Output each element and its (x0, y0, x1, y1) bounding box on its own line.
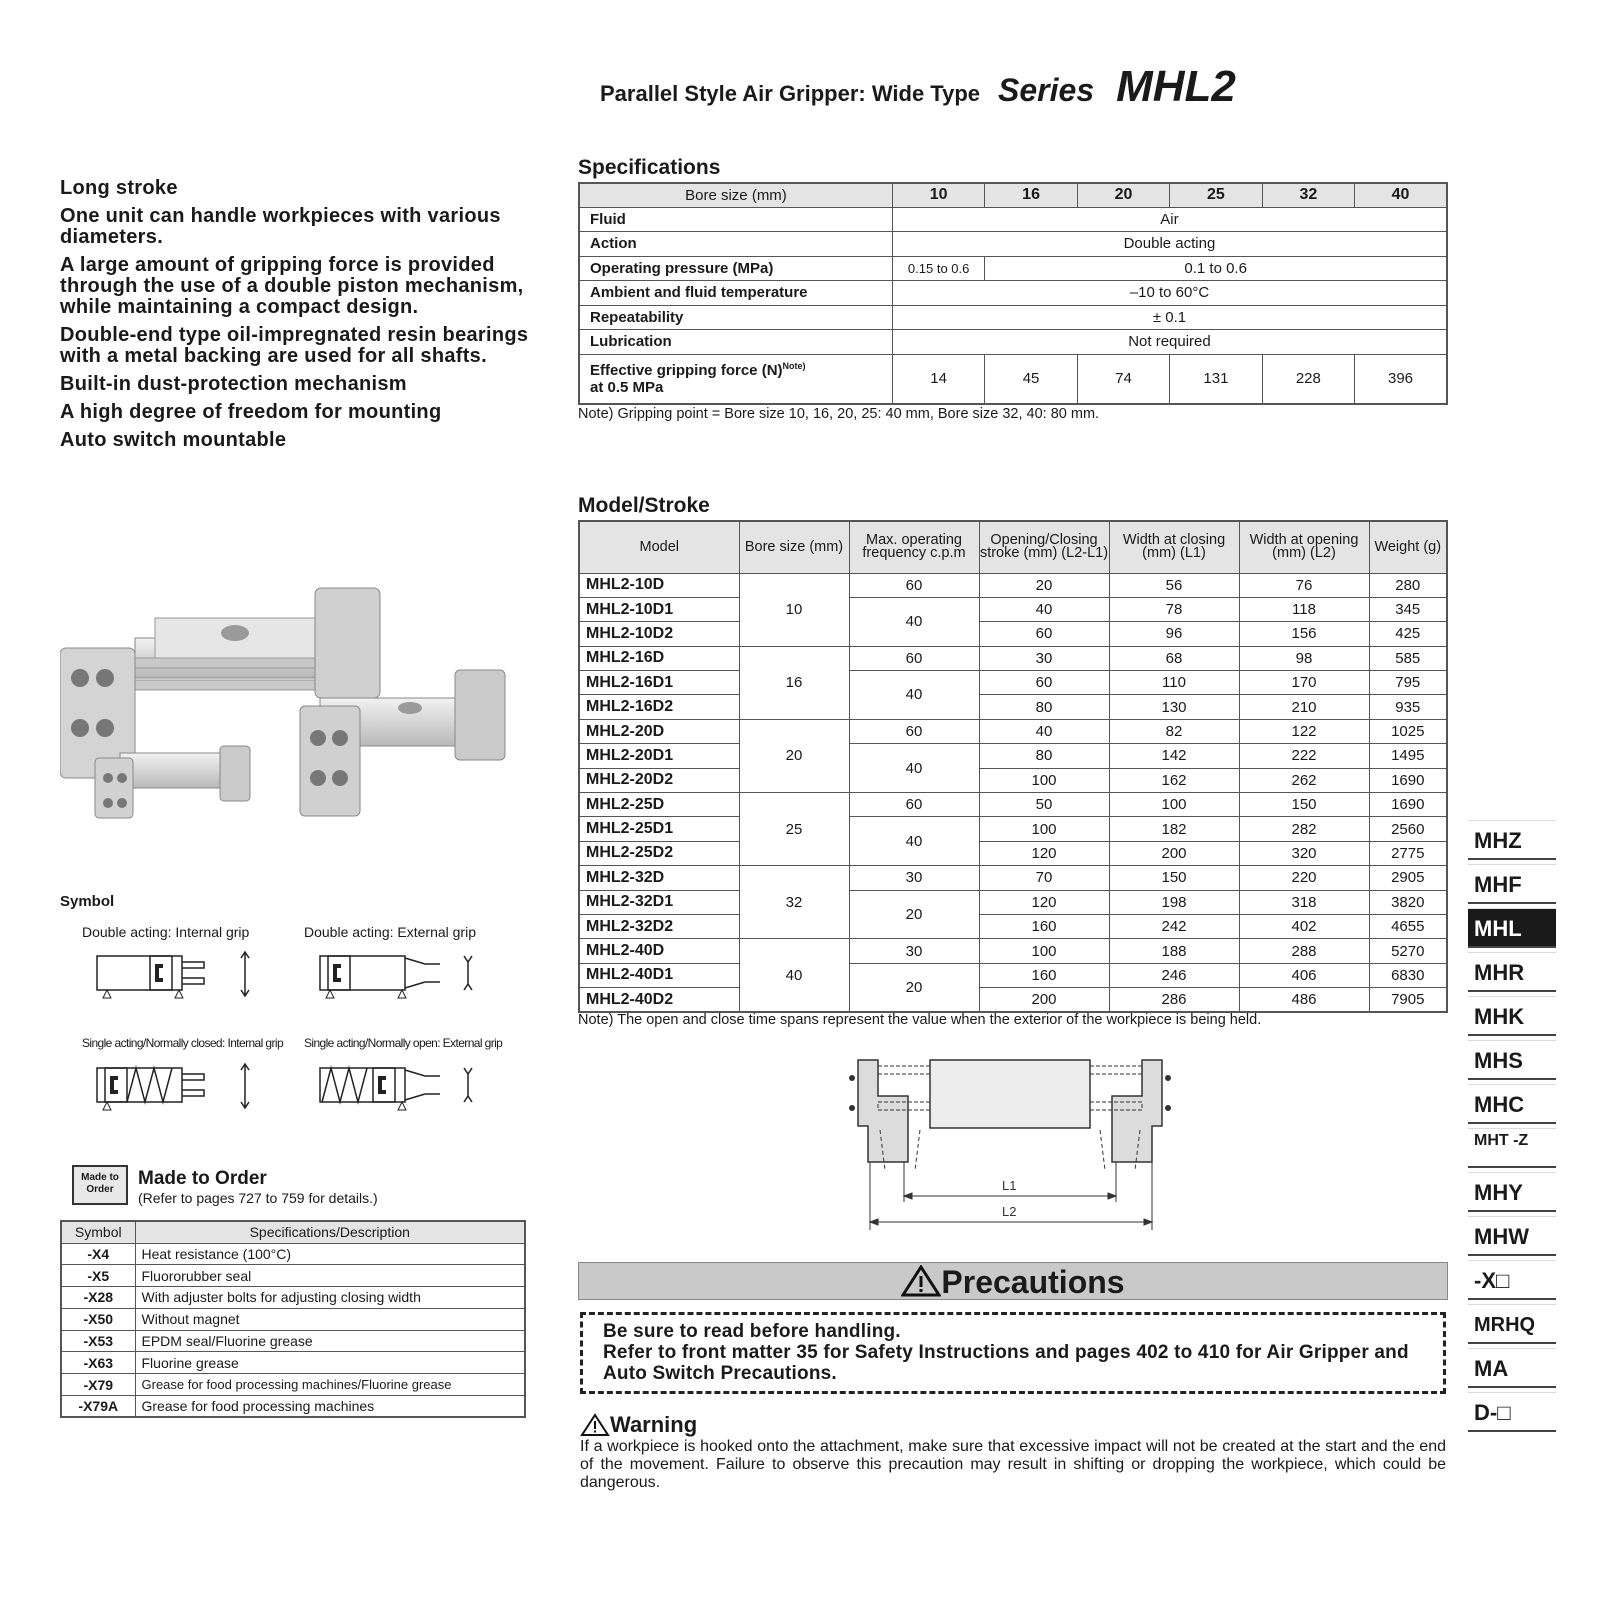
side-tab-mht-z[interactable]: MHT -Z (1468, 1128, 1556, 1168)
table-cell: 60 (849, 646, 979, 670)
table-cell: 60 (849, 719, 979, 743)
table-row: Effective gripping force $(N)^{Note)}$ at 0.5 MPa 14 45 74 131 228 396 (579, 354, 1447, 404)
table-row: -X79 Grease for food processing machines/Fluorine grease (61, 1374, 525, 1396)
table-cell: 20 (849, 963, 979, 1012)
table-cell: 280 (1369, 573, 1447, 597)
table-cell: 98 (1239, 646, 1369, 670)
table-cell: 100 (979, 939, 1109, 963)
table-cell: 80 (979, 695, 1109, 719)
table-row (579, 646, 1447, 670)
table-row (579, 622, 1447, 646)
table-row (579, 866, 1447, 890)
table-row (579, 817, 1447, 841)
table-cell: 60 (849, 573, 979, 597)
side-tab-x[interactable]: -X□ (1468, 1260, 1556, 1300)
column-header: Width at closing (mm) (L1) (1109, 521, 1239, 573)
table-cell: 82 (1109, 719, 1239, 743)
table-cell: 585 (1369, 646, 1447, 670)
table-cell: MHL2-20D2 (579, 768, 739, 792)
table-cell: 76 (1239, 573, 1369, 597)
table-cell: 142 (1109, 744, 1239, 768)
table-cell: 3820 (1369, 890, 1447, 914)
table-cell: MHL2-40D1 (579, 963, 739, 987)
table-row: Lubrication Not required (579, 330, 1447, 355)
table-row (579, 744, 1447, 768)
table-cell: 262 (1239, 768, 1369, 792)
table-cell: 7905 (1369, 988, 1447, 1012)
symbol-single-open (318, 1062, 488, 1112)
table-row (579, 914, 1447, 938)
table-cell: 20 (849, 890, 979, 939)
title-description: Parallel Style Air Gripper: Wide Type (600, 81, 981, 106)
table-cell: 96 (1109, 622, 1239, 646)
table-row: -X4 Heat resistance (100°C) (61, 1243, 525, 1265)
table-cell: 40 (849, 744, 979, 793)
table-cell: 120 (979, 841, 1109, 865)
column-header: Symbol (61, 1221, 135, 1243)
table-cell: MHL2-40D (579, 939, 739, 963)
table-cell: 198 (1109, 890, 1239, 914)
table-cell: 80 (979, 744, 1109, 768)
table-cell: 2775 (1369, 841, 1447, 865)
side-tab-mhr[interactable]: MHR (1468, 952, 1556, 992)
column-header: 10 (892, 183, 984, 207)
table-cell: 222 (1239, 744, 1369, 768)
made-to-order-table (60, 1220, 526, 1418)
column-header: Weight (g) (1369, 521, 1447, 573)
precautions-box (580, 1312, 1446, 1394)
table-cell: 78 (1109, 597, 1239, 621)
table-cell: 30 (849, 866, 979, 890)
table-cell: 32 (739, 866, 849, 939)
table-cell: 10 (739, 573, 849, 646)
table-cell: 4655 (1369, 914, 1447, 938)
table-cell: 935 (1369, 695, 1447, 719)
side-tab-mhz[interactable]: MHZ (1468, 820, 1556, 860)
symbol-caption: Single acting/Normally open: External grip (304, 1036, 503, 1050)
table-cell: 70 (979, 866, 1109, 890)
table-cell: 40 (849, 671, 979, 720)
table-cell: 40 (739, 939, 849, 1012)
column-header: 40 (1355, 183, 1447, 207)
column-header: 20 (1077, 183, 1169, 207)
side-tab-mrhq[interactable]: MRHQ (1468, 1304, 1556, 1344)
table-cell: 188 (1109, 939, 1239, 963)
made-to-order-icon: Made to Order (72, 1165, 128, 1205)
table-row: Operating pressure (MPa) 0.15 to 0.6 0.1 to 0.6 (579, 256, 1447, 281)
table-cell: 120 (979, 890, 1109, 914)
table-cell: 6830 (1369, 963, 1447, 987)
table-cell: 406 (1239, 963, 1369, 987)
made-to-order-title: Made to Order (138, 1168, 267, 1189)
table-cell: 150 (1239, 793, 1369, 817)
table-cell: MHL2-16D (579, 646, 739, 670)
table-row (579, 768, 1447, 792)
feature-item: Long stroke (60, 177, 178, 199)
column-header: Bore size (mm) (579, 183, 892, 207)
table-row (579, 573, 1447, 597)
table-cell: 40 (979, 719, 1109, 743)
model-stroke-title: Model/Stroke (578, 494, 710, 517)
table-cell: MHL2-16D1 (579, 671, 739, 695)
title-model: MHL2 (1116, 62, 1236, 111)
table-cell: 282 (1239, 817, 1369, 841)
table-cell: 5270 (1369, 939, 1447, 963)
symbol-caption: Double acting: External grip (304, 924, 476, 940)
table-cell: MHL2-20D1 (579, 744, 739, 768)
column-header: 16 (985, 183, 1077, 207)
table-cell: 40 (849, 817, 979, 866)
side-tab-mhf[interactable]: MHF (1468, 864, 1556, 904)
side-tab-ma[interactable]: MA (1468, 1348, 1556, 1388)
table-cell: 100 (1109, 793, 1239, 817)
column-header: Bore size (mm) (739, 521, 849, 573)
table-cell: 40 (849, 597, 979, 646)
table-row: Fluid Air (579, 207, 1447, 232)
table-cell: 122 (1239, 719, 1369, 743)
table-cell: 1690 (1369, 768, 1447, 792)
table-row: -X63 Fluorine grease (61, 1352, 525, 1374)
model-stroke-note: Note) The open and close time spans represent the value when the exterior of the workpiece is being held. (578, 1012, 1262, 1028)
warning-text: If a workpiece is hooked onto the attachment, make sure that excessive impact will not be created at the start and the end of the movement. Failure to observe this precaution may result in shifting or dropping the workpiece, which could be dangerous. (580, 1438, 1446, 1491)
table-cell: MHL2-25D (579, 793, 739, 817)
dimension-diagram (840, 1050, 1180, 1230)
table-cell: 110 (1109, 671, 1239, 695)
column-header: 32 (1262, 183, 1354, 207)
feature-item: Double-end type oil-impregnated resin bearings with a metal backing are used for all shafts. (60, 324, 529, 367)
warning-triangle-icon (580, 1413, 610, 1437)
side-tab-mhk[interactable]: MHK (1468, 996, 1556, 1036)
table-cell: MHL2-10D (579, 573, 739, 597)
table-cell: 118 (1239, 597, 1369, 621)
table-cell: 60 (849, 793, 979, 817)
table-cell: 286 (1109, 988, 1239, 1012)
warning-heading (580, 1412, 697, 1438)
side-tab-mhc[interactable]: MHC (1468, 1084, 1556, 1124)
specifications-note: Note) Gripping point = Bore size 10, 16, 20, 25: 40 mm, Bore size 32, 40: 80 mm. (578, 406, 1100, 422)
table-cell: 160 (979, 963, 1109, 987)
table-cell: MHL2-40D2 (579, 988, 739, 1012)
table-cell: 318 (1239, 890, 1369, 914)
table-cell: 30 (979, 646, 1109, 670)
column-header: 25 (1170, 183, 1262, 207)
column-header: Model (579, 521, 739, 573)
table-row: -X53 EPDM seal/Fluorine grease (61, 1330, 525, 1352)
table-cell: 130 (1109, 695, 1239, 719)
warning-triangle-icon (901, 1265, 941, 1297)
table-row: -X79A Grease for food processing machines (61, 1396, 525, 1418)
table-cell: 210 (1239, 695, 1369, 719)
table-cell: 242 (1109, 914, 1239, 938)
table-cell: 68 (1109, 646, 1239, 670)
table-row: Repeatability ± 0.1 (579, 305, 1447, 330)
table-row (579, 841, 1447, 865)
table-cell: 16 (739, 646, 849, 719)
table-cell: 100 (979, 817, 1109, 841)
table-row: -X28 With adjuster bolts for adjusting closing width (61, 1287, 525, 1309)
precaution-line: Be sure to read before handling. (603, 1321, 901, 1342)
table-row (579, 695, 1447, 719)
table-row (579, 793, 1447, 817)
column-header: Max. operating frequency c.p.m (849, 521, 979, 573)
made-to-order-subtitle: (Refer to pages 727 to 759 for details.) (138, 1190, 378, 1206)
table-row (579, 597, 1447, 621)
table-cell: 1025 (1369, 719, 1447, 743)
side-tab-mhw[interactable]: MHW (1468, 1216, 1556, 1256)
table-cell: 2905 (1369, 866, 1447, 890)
svg-text:L2: L2 (1002, 1204, 1017, 1219)
table-cell: 288 (1239, 939, 1369, 963)
table-cell: 220 (1239, 866, 1369, 890)
table-cell: 1690 (1369, 793, 1447, 817)
svg-text:L1: L1 (1002, 1178, 1017, 1193)
table-cell: 425 (1369, 622, 1447, 646)
table-cell: MHL2-10D2 (579, 622, 739, 646)
title-series: Series (998, 72, 1095, 108)
page-title (600, 62, 1460, 112)
table-cell: 40 (979, 597, 1109, 621)
table-row: -X5 Fluororubber seal (61, 1265, 525, 1287)
side-tab-d[interactable]: D-□ (1468, 1392, 1556, 1432)
table-cell: 25 (739, 793, 849, 866)
table-cell: 30 (849, 939, 979, 963)
table-row: -X50 Without magnet (61, 1308, 525, 1330)
product-photo (60, 578, 520, 828)
table-cell: MHL2-32D (579, 866, 739, 890)
feature-item: Built-in dust-protection mechanism (60, 373, 407, 395)
table-cell: MHL2-10D1 (579, 597, 739, 621)
table-cell: 402 (1239, 914, 1369, 938)
table-cell: 170 (1239, 671, 1369, 695)
table-row: Ambient and fluid temperature –10 to 60°C (579, 281, 1447, 306)
table-cell: 150 (1109, 866, 1239, 890)
table-cell: 162 (1109, 768, 1239, 792)
table-cell: 320 (1239, 841, 1369, 865)
table-cell: 182 (1109, 817, 1239, 841)
table-row (579, 939, 1447, 963)
table-row (579, 890, 1447, 914)
table-cell: 160 (979, 914, 1109, 938)
table-cell: 486 (1239, 988, 1369, 1012)
table-cell: 1495 (1369, 744, 1447, 768)
table-cell: MHL2-16D2 (579, 695, 739, 719)
table-cell: 20 (979, 573, 1109, 597)
warning-title: Warning (610, 1412, 698, 1437)
table-row (579, 988, 1447, 1012)
precautions-header (578, 1262, 1448, 1300)
symbol-double-internal (95, 950, 265, 1000)
table-cell: 100 (979, 768, 1109, 792)
table-cell: MHL2-25D1 (579, 817, 739, 841)
specifications-title: Specifications (578, 156, 721, 179)
side-tab-mhy[interactable]: MHY (1468, 1172, 1556, 1212)
table-cell: 56 (1109, 573, 1239, 597)
column-header: Opening/Closing stroke (mm) (L2-L1) (979, 521, 1109, 573)
precaution-line: Refer to front matter 35 for Safety Instructions and pages 402 to 410 for Air Gripper and Auto Switch Precautions. (603, 1342, 1409, 1384)
symbol-caption: Double acting: Internal grip (82, 924, 250, 940)
model-stroke-table (578, 520, 1448, 1013)
symbol-caption: Single acting/Normally closed: Internal grip (82, 1036, 284, 1050)
table-cell: 60 (979, 622, 1109, 646)
table-cell: 20 (739, 719, 849, 792)
side-tab-mhl[interactable]: MHL (1468, 908, 1556, 948)
specifications-table (578, 182, 1448, 405)
table-cell: 345 (1369, 597, 1447, 621)
symbol-single-closed (95, 1062, 265, 1112)
table-cell: 50 (979, 793, 1109, 817)
feature-list (60, 178, 560, 458)
precautions-title: Precautions (941, 1264, 1125, 1300)
table-cell: 200 (979, 988, 1109, 1012)
table-cell: 795 (1369, 671, 1447, 695)
table-cell: 60 (979, 671, 1109, 695)
table-cell: MHL2-32D2 (579, 914, 739, 938)
column-header: Width at opening (mm) (L2) (1239, 521, 1369, 573)
table-cell: 200 (1109, 841, 1239, 865)
table-row (579, 719, 1447, 743)
column-header: Specifications/Description (135, 1221, 525, 1243)
feature-item: A large amount of gripping force is provided through the use of a double piston mechanism, while maintaining a compact design. (60, 254, 524, 318)
table-cell: 156 (1239, 622, 1369, 646)
feature-item: Auto switch mountable (60, 429, 287, 451)
table-row (579, 671, 1447, 695)
side-tab-mhs[interactable]: MHS (1468, 1040, 1556, 1080)
feature-item: A high degree of freedom for mounting (60, 401, 442, 423)
symbol-title: Symbol (60, 893, 115, 910)
table-cell: 2560 (1369, 817, 1447, 841)
table-row (579, 963, 1447, 987)
table-cell: MHL2-32D1 (579, 890, 739, 914)
symbol-double-external (318, 950, 488, 1000)
table-row: Action Double acting (579, 232, 1447, 257)
table-cell: 246 (1109, 963, 1239, 987)
feature-item: One unit can handle workpieces with various diameters. (60, 205, 501, 248)
table-cell: MHL2-25D2 (579, 841, 739, 865)
table-cell: MHL2-20D (579, 719, 739, 743)
